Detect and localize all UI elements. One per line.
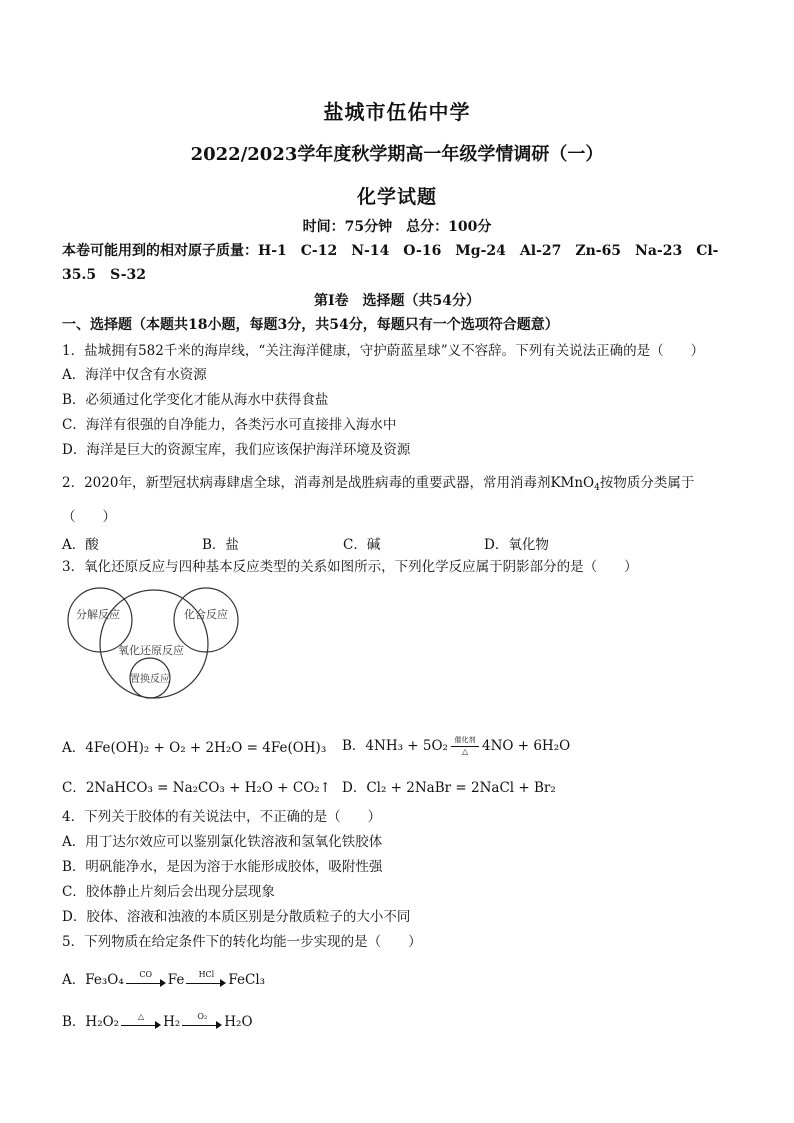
arrow-icon: O₂: [182, 1016, 222, 1030]
q3-option-b: B．4NH₃ + 5O₂ 催化剂 △ 4NO + 6H₂O: [342, 735, 571, 756]
q2-stem: 2．2020年，新型冠状病毒肆虐全球，消毒剂是战胜病毒的重要武器，常用消毒剂KMnO$_4$按物质分类属于: [62, 475, 695, 493]
q5-stem: 5．下列物质在给定条件下的转化均能一步实现的是（ ）: [62, 934, 422, 950]
q1-stem: 1．盐城拥有582千米的海岸线，“关注海洋健康，守护蔚蓝星球”义不容辞。下列有关说法正确的是（ ）: [62, 343, 705, 359]
section-title: 一、选择题（本题共18小题，每题3分，共54分，每题只有一个选项符合题意）: [62, 317, 559, 333]
atomic-masses-line1: 本卷可能用到的相对原子质量：H-1 C-12 N-14 O-16 Mg-24 Al-27 Zn-65 Na-23 Cl-: [62, 243, 719, 259]
q2-paren: （ ）: [62, 509, 116, 525]
atomic-masses-line2: 35.5 S-32: [62, 267, 147, 283]
q4-stem: 4．下列关于胶体的有关说法中，不正确的是（ ）: [62, 809, 382, 825]
q3-option-c: C．2NaHCO₃ = Na₂CO₃ + H₂O + CO₂↑: [62, 780, 331, 796]
combination-label: 化合反应: [184, 608, 228, 621]
time-score: 时间：75分钟 总分：100分: [302, 219, 492, 235]
q1-option-d: D．海洋是巨大的资源宝库，我们应该保护海洋环境及资源: [62, 442, 411, 458]
arrow-icon: △: [121, 1016, 161, 1030]
q4-option-d: D．胶体、溶液和浊液的本质区别是分散质粒子的大小不同: [62, 909, 411, 925]
subject-title: 化学试题: [356, 186, 437, 208]
q4-option-c: C．胶体静止片刻后会出现分层现象: [62, 884, 275, 900]
displacement-label: 置换反应: [130, 674, 170, 685]
redox-label: 氧化还原反应: [118, 644, 184, 657]
q4-option-a: A．用丁达尔效应可以鉴别氯化铁溶液和氢氧化铁胶体: [62, 834, 383, 850]
school-name: 盐城市伍佑中学: [323, 100, 471, 124]
arrow-icon: CO: [126, 974, 166, 988]
reaction-types-venn-diagram: [66, 582, 246, 700]
q1-option-a: A．海洋中仅含有水资源: [62, 367, 207, 383]
q1-option-b: B．必须通过化学变化才能从海水中获得食盐: [62, 392, 329, 408]
q3-option-a: A．4Fe(OH)₂ + O₂ + 2H₂O = 4Fe(OH)₃: [62, 740, 327, 756]
q3-option-d: D．Cl₂ + 2NaBr = 2NaCl + Br₂: [342, 780, 556, 796]
part1-title: 第Ⅰ卷 选择题（共54分）: [313, 293, 481, 309]
q3-stem: 3．氧化还原反应与四种基本反应类型的关系如图所示，下列化学反应属于阴影部分的是（ ）: [62, 559, 638, 575]
q2-option-a: A．酸: [62, 537, 99, 553]
q5-option-b: B．H₂O₂ △ H₂ O₂ H₂O: [62, 1011, 253, 1030]
exam-title: 2022/2023学年度秋学期高一年级学情调研（一）: [190, 144, 604, 165]
q5-option-a: A．Fe₃O₄ CO Fe HCl FeCl₃: [62, 969, 266, 988]
arrow-icon: HCl: [186, 974, 226, 988]
q1-option-c: C．海洋有很强的自净能力，各类污水可直接排入海水中: [62, 417, 397, 433]
q4-option-b: B．明矾能净水，是因为溶于水能形成胶体，吸附性强: [62, 859, 383, 875]
q2-option-c: C．碱: [343, 537, 381, 553]
q2-option-b: B．盐: [202, 537, 239, 553]
decomposition-label: 分解反应: [76, 608, 120, 621]
catalyst-heat-condition: 催化剂 △: [451, 737, 479, 757]
q2-option-d: D．氧化物: [484, 537, 549, 553]
